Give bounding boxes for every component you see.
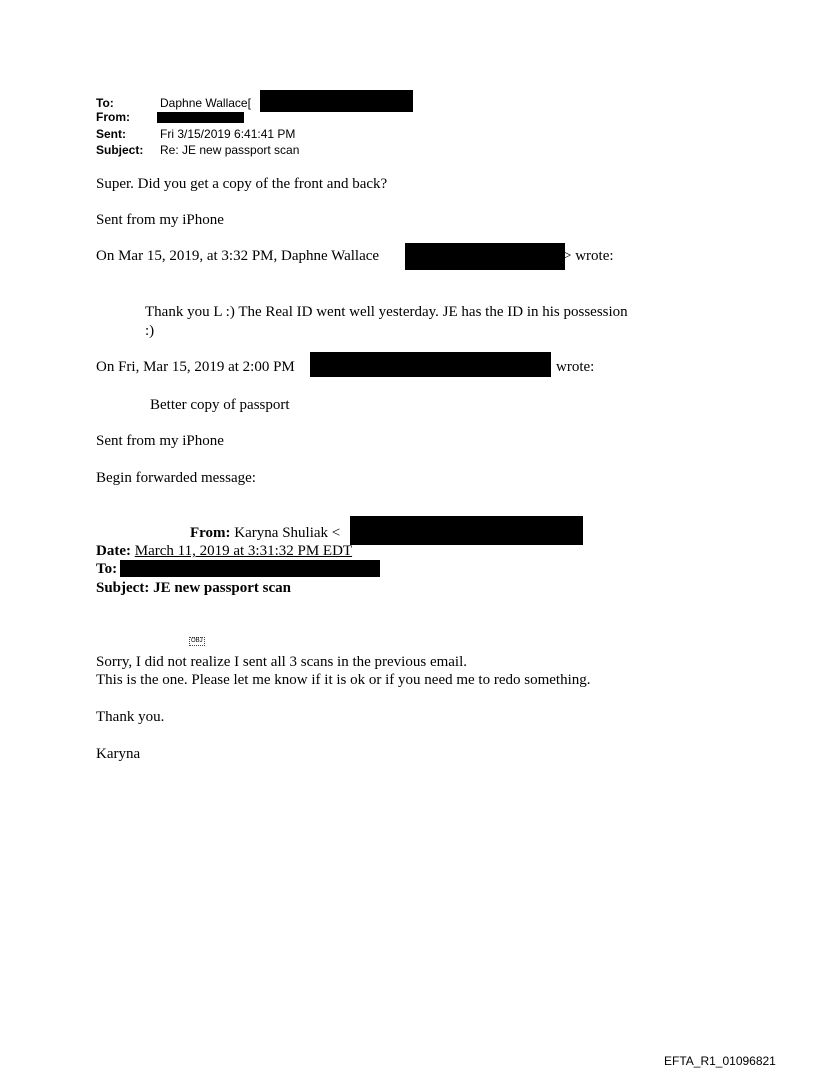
redaction-box: [310, 352, 551, 377]
forwarded-thanks: Thank you.: [96, 709, 165, 725]
quote-header-suffix: > wrote:: [563, 248, 614, 264]
forwarded-signoff: Karyna: [96, 746, 141, 762]
header-from-label: From:: [96, 110, 130, 124]
header-subject-value: Re: JE new passport scan: [160, 143, 300, 157]
header-to-label: To:: [96, 96, 114, 110]
forwarded-date: Date: March 11, 2019 at 3:31:32 PM EDT: [96, 543, 353, 559]
forwarded-from: From: Karyna Shuliak <: [190, 525, 341, 541]
header-subject-label: Subject:: [96, 143, 144, 157]
attachment-marker-icon: OBJ: [191, 638, 203, 644]
header-to-value: Daphne Wallace[: [160, 96, 251, 110]
forwarded-to: To:: [96, 561, 118, 577]
redaction-box: [120, 560, 380, 577]
quote-text: Better copy of passport: [150, 397, 290, 413]
redaction-box: [350, 516, 583, 545]
forward-intro: Begin forwarded message:: [96, 470, 256, 486]
quote-header: On Mar 15, 2019, at 3:32 PM, Daphne Wallace: [96, 248, 380, 264]
quote-text: Thank you L :) The Real ID went well yesterday. JE has the ID in his possession: [145, 304, 628, 320]
header-sent-value: Fri 3/15/2019 6:41:41 PM: [160, 127, 296, 141]
quote-text: :): [145, 323, 155, 339]
header-sent-label: Sent:: [96, 127, 126, 141]
forwarded-text: Sorry, I did not realize I sent all 3 scans in the previous email.: [96, 654, 468, 670]
signature: Sent from my iPhone: [96, 212, 224, 228]
redaction-box: [157, 112, 244, 123]
quote-header-suffix: wrote:: [556, 359, 595, 375]
signature: Sent from my iPhone: [96, 433, 224, 449]
redaction-box: [260, 90, 413, 112]
quote-header: On Fri, Mar 15, 2019 at 2:00 PM: [96, 359, 295, 375]
body-line: Super. Did you get a copy of the front and back?: [96, 176, 388, 192]
forwarded-text: This is the one. Please let me know if it is ok or if you need me to redo something.: [96, 672, 591, 688]
redaction-box: [405, 243, 565, 270]
forwarded-subject: Subject: JE new passport scan: [96, 580, 292, 596]
document-id: EFTA_R1_01096821: [664, 1054, 776, 1068]
